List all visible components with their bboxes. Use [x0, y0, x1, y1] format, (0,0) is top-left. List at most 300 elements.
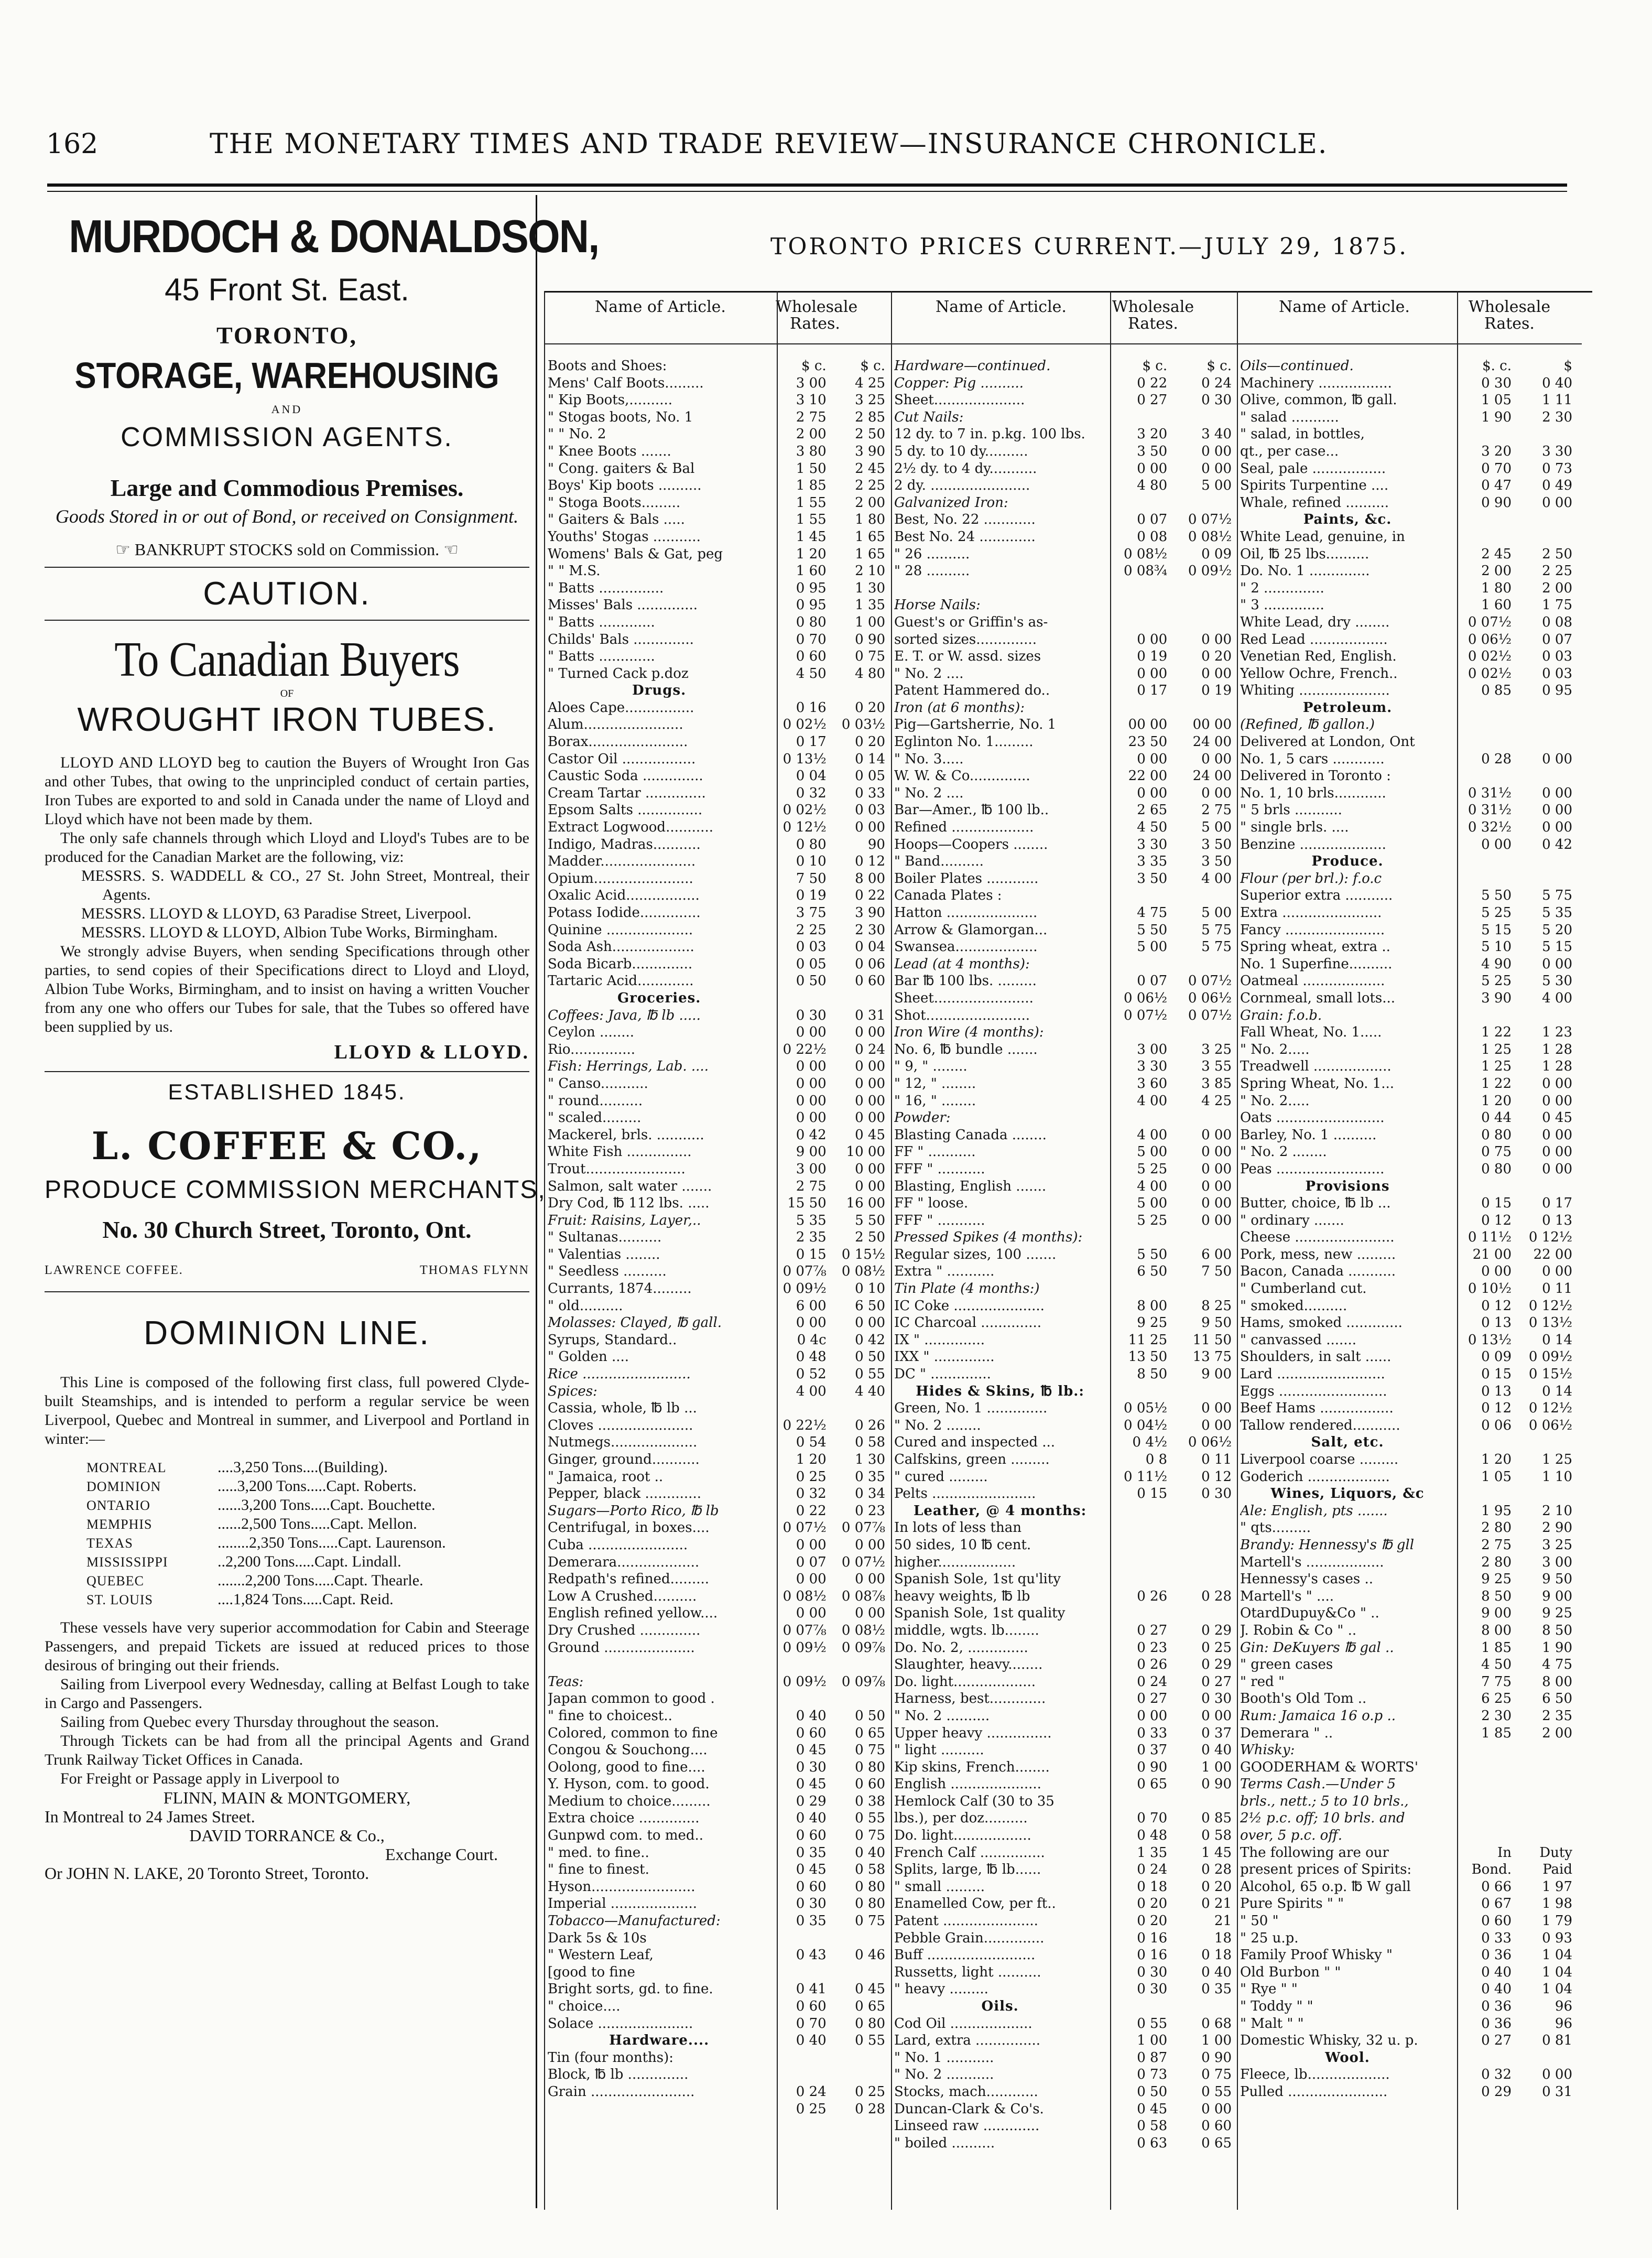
- price-row: [1240, 785, 1581, 802]
- price-column-3: [1240, 358, 1581, 2101]
- article-name: " choice....: [548, 1998, 621, 2014]
- rate-low: 1 50: [796, 460, 827, 477]
- price-row: [548, 1178, 888, 1195]
- price-column-1: [548, 358, 888, 2117]
- price-row: [894, 1195, 1235, 1212]
- rate-high: 2 00: [1542, 1725, 1572, 1741]
- price-row: [548, 1998, 888, 2015]
- price-row: [548, 460, 888, 478]
- rate-low: 0 24: [796, 2083, 827, 2100]
- price-row: [1240, 1913, 1581, 1930]
- rate-low: 0 00: [1481, 1263, 1512, 1280]
- rate-low: 3 00: [796, 375, 827, 391]
- ship-detail: ....3,250 Tons....(Building).: [218, 1458, 388, 1476]
- rate-high: 9 50: [1201, 1315, 1232, 1331]
- article-name: " Gaiters & Bals .....: [548, 512, 685, 528]
- article-name: " old..........: [548, 1298, 623, 1314]
- column-header-rate: Wholesale Rates.: [776, 298, 858, 333]
- article-name: Best, No. 22 ............: [894, 512, 1036, 528]
- article-name: Swansea...................: [894, 939, 1038, 955]
- price-row: [1240, 1981, 1581, 1998]
- price-row: [894, 1451, 1235, 1468]
- price-row: [548, 1895, 888, 1913]
- article-name: Extra choice ..............: [548, 1810, 700, 1827]
- article-name: " Jamaica, root ..: [548, 1468, 664, 1485]
- rate-high: 1 28: [1542, 1058, 1572, 1075]
- rate-high: 8 00: [1542, 1673, 1572, 1690]
- article-name: " heavy .........: [894, 1981, 988, 1997]
- rate-high: [830, 1400, 888, 1417]
- rate-low: 0 11½: [1124, 1468, 1168, 1485]
- article-name: 2½ p.c. off; 10 brls. and: [1240, 1810, 1405, 1827]
- article-name: W. W. & Co..............: [894, 768, 1030, 784]
- article-name: Shot........................: [894, 1007, 1030, 1023]
- article-name: Splits, large, ℔ lb......: [894, 1862, 1041, 1878]
- article-name: Mackerel, brls. ...........: [548, 1127, 704, 1143]
- price-row: [548, 1041, 888, 1058]
- rate-low: 0 02½: [782, 802, 827, 818]
- price-row: [894, 2135, 1235, 2152]
- article-name: Iron Wire (4 months):: [894, 1024, 1044, 1041]
- article-name: Blasting Canada ........: [894, 1127, 1047, 1143]
- price-row: [894, 699, 1235, 717]
- price-row: [548, 1964, 888, 1981]
- rate-low: 5 50: [1137, 1246, 1168, 1262]
- price-row: [548, 1793, 888, 1810]
- ship-row: [86, 1515, 529, 1533]
- article-name: The following are our: [1240, 1844, 1389, 1861]
- rate-high: 0 73: [1542, 460, 1572, 477]
- rate-low: 1 22: [1481, 1075, 1512, 1092]
- rate-low: 0 22½: [782, 1041, 827, 1057]
- price-row: [1240, 819, 1581, 836]
- article-name: Upper heavy ...............: [894, 1725, 1052, 1741]
- rate-low: 3 50: [1137, 870, 1168, 887]
- article-name: Boiler Plates ............: [894, 870, 1039, 887]
- prices-title: TORONTO PRICES CURRENT.—JULY 29, 1875.: [770, 233, 1409, 260]
- rate-high: 0 20: [1201, 1878, 1232, 1895]
- article-name: Beef Hams .................: [1240, 1400, 1394, 1417]
- price-row: [548, 836, 888, 853]
- price-row: [1240, 1930, 1581, 1947]
- price-row: [548, 1332, 888, 1349]
- price-row: [894, 1759, 1235, 1776]
- rate-high: 0 28: [1201, 1588, 1232, 1604]
- article-name: " salad, in bottles,: [1240, 426, 1365, 442]
- rate-low: 0 4½: [1132, 1434, 1168, 1451]
- rate-high: [1170, 1793, 1235, 1810]
- rate-high: 0 09⅞: [841, 1639, 885, 1656]
- article-name: Cuba .......................: [548, 1537, 688, 1553]
- price-row: [894, 1537, 1235, 1554]
- price-row: [1240, 1093, 1581, 1110]
- rate-low: 0 36: [1481, 2015, 1512, 2032]
- rate-low: 0 60: [796, 1998, 827, 2014]
- section-heading: Paints, &c.: [1303, 512, 1392, 528]
- article-name: No. 1 Superfine..........: [1240, 956, 1393, 972]
- price-row: [548, 1485, 888, 1503]
- rate-high: 0 00: [1542, 819, 1572, 836]
- rate-low: 21 00: [1472, 1246, 1512, 1262]
- section-heading: Drugs.: [632, 683, 687, 699]
- rate-high: 0 00: [1201, 665, 1232, 682]
- rate-high: 0 00: [1201, 631, 1232, 647]
- rate-low: 0 30: [796, 1007, 827, 1023]
- article-name: Old Burbon " ": [1240, 1964, 1341, 1980]
- rate-high: 0 20: [855, 734, 885, 750]
- article-name: Womens' Bals & Gat, peg: [548, 546, 723, 562]
- rate-high: 0 00: [855, 1178, 885, 1194]
- price-row: [894, 1844, 1235, 1862]
- rate-low: 0 08½: [782, 1588, 827, 1604]
- article-name: " small .........: [894, 1878, 985, 1895]
- price-row: [1240, 904, 1581, 922]
- price-row: [548, 426, 888, 443]
- rate-low: 0 00: [796, 1571, 827, 1587]
- rate-high: 3 55: [1201, 1058, 1232, 1075]
- rate-high: 3 85: [1201, 1075, 1232, 1092]
- rate-high: [1170, 699, 1235, 717]
- rate-low: 0 45: [796, 1742, 827, 1758]
- rate-high: 0 07½: [841, 1554, 885, 1570]
- price-row: [548, 922, 888, 939]
- article-name: Sheet.....................: [894, 392, 1025, 408]
- article-name: Gunpwd com. to med..: [548, 1828, 704, 1844]
- rate-high: 21: [1214, 1913, 1232, 1929]
- rate-low: [1455, 853, 1515, 870]
- rate-high: 0 00: [1201, 2101, 1232, 2117]
- article-name: Madder......................: [548, 853, 696, 870]
- rate-high: 1 28: [1542, 1041, 1572, 1057]
- rate-low: [1106, 1998, 1170, 2015]
- article-name: " No. 2 ....: [894, 785, 964, 801]
- rate-low: [770, 2049, 829, 2067]
- price-row: [548, 1708, 888, 1725]
- rate-low: 2 75: [1481, 1537, 1512, 1553]
- article-name: " Batts .............: [548, 614, 655, 630]
- article-name: " Batts ...............: [548, 580, 664, 596]
- article-name: " No. 2 ........: [894, 1417, 981, 1433]
- price-row: [1240, 973, 1581, 990]
- rate-low: 0 18: [1137, 1878, 1168, 1895]
- article-name: Hardware—continued.: [894, 358, 1051, 374]
- article-name: " Batts .............: [548, 649, 655, 665]
- rate-high: 0 12½: [1528, 1298, 1572, 1314]
- rate-low: 0 30: [1137, 1981, 1168, 1997]
- rate-low: 0 25: [796, 2101, 827, 2117]
- rate-low: 0 07⅞: [782, 1622, 827, 1638]
- ship-row: [86, 1477, 529, 1496]
- article-name: Borax.......................: [548, 734, 688, 750]
- price-row: [894, 733, 1235, 751]
- rate-high: [1515, 1007, 1575, 1024]
- price-row: [894, 2049, 1235, 2067]
- rate-low: [1106, 1519, 1170, 1537]
- rate-low: 0 95: [796, 597, 827, 613]
- price-row: [894, 494, 1235, 512]
- rate-low: [770, 2066, 829, 2083]
- rate-high: 5 35: [1542, 905, 1572, 921]
- rate-low: 0 50: [796, 973, 827, 989]
- caution-title: CAUTION.: [203, 576, 371, 612]
- price-row: [548, 1673, 888, 1691]
- rate-high: 2 10: [855, 563, 885, 579]
- article-name: White Fish ...............: [548, 1144, 692, 1160]
- rate-high: 5 00: [1201, 478, 1232, 494]
- price-row: [894, 1348, 1235, 1366]
- price-row: [1240, 1776, 1581, 1793]
- article-name: English refined yellow....: [548, 1605, 718, 1622]
- article-name: Family Proof Whisky ": [1240, 1947, 1393, 1963]
- price-row: [548, 1844, 888, 1862]
- price-row: [548, 546, 888, 563]
- rate-high: 3 90: [855, 905, 885, 921]
- article-name: Best No. 24 .............: [894, 528, 1036, 545]
- rate-low: 2 00: [796, 426, 827, 442]
- price-row: [1240, 494, 1581, 512]
- rate-low: 0 40: [1481, 1964, 1512, 1980]
- rate-low: 5 00: [1137, 1144, 1168, 1160]
- caution-paragraph: LLOYD AND LLOYD beg to caution the Buyers of Wrought Iron Gas and other Tubes, that owing to the unprincipled conduct of certain parties, Iron Tubes are exported to and sold in Canada under the name of Lloyd and Lloyd which have not been made by them.: [45, 754, 529, 828]
- article-name: Imperial ....................: [548, 1896, 698, 1912]
- article-name: Powder:: [894, 1110, 951, 1126]
- price-row: [894, 426, 1235, 443]
- rate-high: 0 38: [855, 1793, 885, 1809]
- rate-high: 1 10: [1542, 1468, 1572, 1485]
- rate-low: 0 4c: [797, 1332, 827, 1348]
- rate-high: 3 30: [1542, 443, 1572, 459]
- rate-high: 0 14: [1542, 1383, 1572, 1399]
- rate-low: 0 29: [1481, 2083, 1512, 2100]
- dominion-agent: In Montreal to 24 James Street.: [45, 1807, 255, 1826]
- rate-low: [770, 1964, 829, 1981]
- article-name: Eglinton No. 1.........: [894, 734, 1034, 750]
- rate-high: 0 40: [1201, 1964, 1232, 1980]
- article-name: No. 6, ℔ bundle .......: [894, 1041, 1038, 1057]
- price-row: [1240, 597, 1581, 614]
- rate-high: 1 45: [1201, 1844, 1232, 1861]
- rate-low: 0 70: [1481, 460, 1512, 477]
- rate-high: 0 60: [1201, 2118, 1232, 2134]
- rate-low: 8 00: [1481, 1622, 1512, 1638]
- rate-low: 0 16: [796, 699, 827, 716]
- rate-low: 0 13½: [1468, 1332, 1512, 1348]
- article-name: Spices:: [548, 1383, 597, 1399]
- article-name: sorted sizes..............: [894, 631, 1037, 647]
- article-name: " Cumberland cut.: [1240, 1281, 1367, 1297]
- article-name: Grain: f.o.b.: [1240, 1007, 1322, 1023]
- page-number: 162: [46, 128, 99, 160]
- rate-high: 0 75: [855, 1828, 885, 1844]
- rate-low: 0 25: [796, 1468, 827, 1485]
- article-name: Pulled .......................: [1240, 2083, 1388, 2100]
- rate-low: [1455, 1827, 1515, 1844]
- article-name: " med. to fine..: [548, 1844, 649, 1861]
- article-name: Hyson........................: [548, 1878, 695, 1895]
- rate-high: 6 50: [1542, 1691, 1572, 1707]
- article-name: 2½ dy. to 4 dy...........: [894, 460, 1037, 477]
- rate-low: 0 08: [1137, 528, 1168, 545]
- article-name: Iron (at 6 months):: [894, 699, 1025, 716]
- price-row: [1240, 358, 1581, 375]
- dominion-paragraph: Sailing from Liverpool every Wednesday, calling at Belfast Lough to take in Cargo and Passengers.: [45, 1676, 529, 1712]
- article-name: Kip skins, French........: [894, 1759, 1050, 1775]
- price-row: [548, 1383, 888, 1400]
- article-name: Sheet.......................: [894, 990, 1034, 1006]
- price-row: [548, 1229, 888, 1246]
- price-row: [1240, 580, 1581, 597]
- article-name: Teas:: [548, 1673, 584, 1690]
- rate-low: 5 15: [1481, 922, 1512, 938]
- dominion-agent: Exchange Court.: [385, 1845, 498, 1864]
- article-name: Cheese .......................: [1240, 1229, 1395, 1246]
- ship-row: [86, 1590, 529, 1609]
- price-row: [894, 1964, 1235, 1981]
- rate-low: 2 75: [796, 409, 827, 425]
- price-row: [894, 1024, 1235, 1041]
- rate-low: 0 41: [796, 1981, 827, 1997]
- price-row: [548, 1195, 888, 1212]
- rate-high: 2 50: [855, 1229, 885, 1246]
- murdoch-name: MURDOCH & DONALDSON,: [69, 210, 599, 262]
- price-row: [548, 1571, 888, 1588]
- rate-high: 0 20: [855, 699, 885, 716]
- rate-high: [1170, 1383, 1235, 1400]
- section-heading: Salt, etc.: [1311, 1434, 1384, 1451]
- rate-high: 00 00: [1192, 717, 1232, 733]
- caution-agent: MESSRS. LLOYD & LLOYD, 63 Paradise Street, Liverpool.: [81, 905, 472, 922]
- rate-low: 2 35: [796, 1229, 827, 1246]
- article-name: Cloves ......................: [548, 1417, 693, 1433]
- article-name: Lead (at 4 months):: [894, 956, 1030, 972]
- rate-low: 0 27: [1137, 392, 1168, 408]
- rate-high: 0 09: [1201, 546, 1232, 562]
- rate-low: 0 00: [796, 1315, 827, 1331]
- article-name: OtardDupuy&Co " ..: [1240, 1605, 1379, 1622]
- ship-name: TEXAS: [86, 1536, 133, 1551]
- header-rule: [544, 343, 1582, 344]
- article-name: " Toddy " ": [1240, 1998, 1313, 2014]
- article-name: Bright sorts, gd. to fine.: [548, 1981, 713, 1997]
- article-name: 50 sides, 10 ℔ cent.: [894, 1537, 1031, 1553]
- rate-high: [1170, 580, 1235, 597]
- rate-high: 0 34: [855, 1486, 885, 1502]
- rate-low: 3 10: [796, 392, 827, 408]
- rate-low: [1106, 597, 1170, 614]
- article-name: " Stoga Boots.........: [548, 494, 681, 511]
- rate-high: 0 13: [1542, 1212, 1572, 1228]
- rate-high: 0 80: [855, 1878, 885, 1895]
- rate-low: 0 95: [796, 580, 827, 596]
- rate-high: 5 30: [1542, 973, 1572, 989]
- price-row: [1240, 1246, 1581, 1263]
- price-row: [1240, 1537, 1581, 1554]
- price-row: [894, 1109, 1235, 1127]
- rate-low: 4 00: [1137, 1093, 1168, 1109]
- rate-low: 0 15: [1481, 1366, 1512, 1382]
- article-name: " 2 ..............: [1240, 580, 1324, 596]
- rate-high: 0 60: [855, 1776, 885, 1792]
- rate-low: 0 66: [1481, 1878, 1512, 1895]
- rate-high: 22 00: [1533, 1246, 1572, 1262]
- article-name: " 12, " ........: [894, 1075, 976, 1092]
- rate-low: 0 00: [1137, 460, 1168, 477]
- price-row: [548, 785, 888, 802]
- price-row: [548, 580, 888, 597]
- rate-low: [1455, 1485, 1515, 1503]
- rate-high: 0 07⅞: [841, 1520, 885, 1536]
- rate-high: 2 30: [1542, 409, 1572, 425]
- rate-low: 0 05½: [1124, 1400, 1168, 1417]
- rate-high: [1170, 1024, 1235, 1041]
- price-row: [894, 904, 1235, 922]
- rate-low: 0 26: [1137, 1657, 1168, 1673]
- rate-low: 1 35: [1137, 1844, 1168, 1861]
- article-name: " No. 1 ...........: [894, 2049, 994, 2066]
- price-row: [894, 1656, 1235, 1673]
- rate-low: 0 22½: [782, 1417, 827, 1433]
- rate-high: 0 00: [855, 1075, 885, 1092]
- rate-high: 0 75: [855, 649, 885, 665]
- article-name: Currants, 1874.........: [548, 1281, 692, 1297]
- column-header-rate: Wholesale Rates.: [1468, 298, 1551, 333]
- price-row: [1240, 853, 1581, 870]
- rate-high: [1515, 1759, 1575, 1776]
- article-name: Molasses: Clayed, ℔ gall.: [548, 1315, 722, 1331]
- rate-high: 0 46: [855, 1947, 885, 1963]
- rate-high: 1 65: [855, 546, 885, 562]
- article-name: Do. light...................: [894, 1673, 1036, 1690]
- article-name: present prices of Spirits:: [1240, 1862, 1412, 1878]
- price-row: [548, 1348, 888, 1366]
- article-name: Copper: Pig ..........: [894, 375, 1024, 391]
- rate-high: 0 25: [855, 2083, 885, 2100]
- article-name: " 50 ": [1240, 1913, 1279, 1929]
- rate-low: 0 12: [1481, 1298, 1512, 1314]
- price-row: [548, 597, 888, 614]
- rate-high: 0 00: [1201, 785, 1232, 801]
- article-name: Whale, refined ..........: [1240, 494, 1389, 511]
- rate-low: 9 00: [1481, 1605, 1512, 1622]
- article-name: Nutmegs....................: [548, 1434, 698, 1451]
- price-row: [1240, 2015, 1581, 2033]
- rate-low: 0 23: [1137, 1639, 1168, 1656]
- rate-high: 0 08½: [841, 1263, 885, 1280]
- price-row: [1240, 990, 1581, 1007]
- price-row: [894, 1417, 1235, 1434]
- price-row: [894, 460, 1235, 478]
- price-row: [894, 682, 1235, 699]
- price-row: [548, 887, 888, 904]
- price-row: [1240, 1280, 1581, 1298]
- rate-high: [1170, 1503, 1235, 1520]
- rate-high: [1170, 597, 1235, 614]
- rate-low: 0 31½: [1468, 802, 1512, 818]
- rate-low: 0 40: [796, 1708, 827, 1724]
- article-name: " cured .........: [894, 1468, 988, 1485]
- rate-low: 0 30: [796, 1896, 827, 1912]
- rate-low: 0 32: [796, 1486, 827, 1502]
- price-row: [894, 1007, 1235, 1024]
- rate-low: 1 95: [1481, 1503, 1512, 1519]
- price-row: [894, 392, 1235, 409]
- article-name: Alum.......................: [548, 717, 683, 733]
- price-row: [548, 375, 888, 392]
- rate-low: 0 85: [1481, 683, 1512, 699]
- price-row: [1240, 1400, 1581, 1417]
- price-row: [548, 1827, 888, 1844]
- article-name: " 9, " ........: [894, 1058, 968, 1075]
